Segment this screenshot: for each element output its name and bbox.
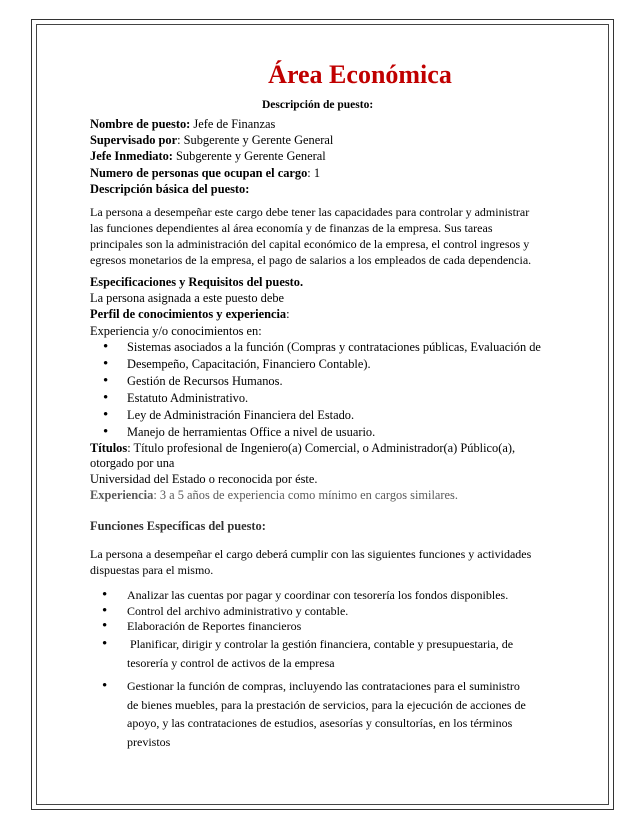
page-title: Área Económica — [268, 60, 452, 89]
document-body — [90, 58, 560, 751]
field-value: Subgerente y Gerente General — [172, 149, 326, 164]
list-item: • Sistemas asociados a la función (Compras y contrataciones públicas, Evaluación de — [90, 339, 560, 356]
list-item: • Manejo de herramientas Office a nivel de usuario. — [90, 424, 560, 441]
perfil-suffix: : — [286, 307, 290, 322]
titulos-label: Títulos — [90, 440, 128, 455]
list-item-text: previstos — [127, 734, 171, 749]
paragraph-line: La persona a desempeñar este cargo debe tener las capacidades para controlar y administrar — [90, 205, 530, 220]
experiencia-line — [90, 487, 560, 503]
field-label: Nombre de puesto: — [90, 117, 191, 131]
list-item — [90, 677, 560, 751]
list-item: • Desempeño, Capacitación, Financiero Contable). — [90, 356, 560, 373]
list-item-text: Control del archivo administrativo y contable. — [127, 603, 349, 618]
list-item: • Gestión de Recursos Humanos. — [90, 373, 560, 390]
conocimientos-list — [90, 339, 560, 441]
titulos-line — [90, 441, 560, 457]
field-label: Supervisado por — [90, 133, 178, 148]
list-item — [90, 588, 560, 604]
field-label: Jefe Inmediato: — [90, 149, 173, 164]
experiencia-label: Experiencia — [90, 488, 154, 503]
list-item — [90, 635, 560, 673]
especificaciones-heading: Especificaciones y Requisitos del puesto. — [90, 275, 304, 290]
field-descripcion-label: Descripción básica del puesto: — [90, 181, 250, 196]
field-supervisado — [90, 132, 560, 148]
field-numero — [90, 165, 560, 181]
list-item-text: Analizar las cuentas por pagar y coordinar con tesorería los fondos disponibles. — [127, 587, 509, 602]
experiencia-intro: Experiencia y/o conocimientos en: — [90, 323, 262, 338]
list-item: • Estatuto Administrativo. — [90, 390, 560, 407]
perfil-label: Perfil de conocimientos y experiencia — [90, 307, 287, 322]
paragraph-line: La persona a desempeñar el cargo deberá cumplir con las siguientes funciones y actividades — [90, 546, 532, 561]
field-value: : Subgerente y Gerente General — [177, 133, 334, 148]
list-item-text: • Planificar, dirigir y controlar la gestión financiera, contable y presupuestaria, de — [127, 637, 514, 652]
subtitle: Descripción de puesto: — [262, 99, 374, 111]
list-item-text: de bienes muebles, para la prestación de servicios, para la ejecución de acciones de — [127, 697, 526, 712]
funciones-heading: Funciones Específicas del puesto: — [90, 518, 266, 533]
list-item-text: tesorería y control de activos de la empresa — [127, 656, 335, 671]
descripcion-paragraph — [90, 204, 560, 268]
field-label: Numero de personas que ocupan el cargo — [90, 165, 308, 180]
list-item — [90, 604, 560, 620]
especificaciones-intro: La persona asignada a este puesto debe — [90, 291, 285, 306]
paragraph-line: dispuestas para el mismo. — [90, 563, 214, 578]
titulos-line: otorgado por una — [90, 456, 175, 471]
perfil-heading — [90, 306, 560, 322]
field-value: Jefe de Finanzas — [190, 117, 276, 131]
paragraph-line: principales son la administración del capital económico de la empresa, el control ingresos y — [90, 237, 530, 252]
list-item-text: • Gestionar la función de compras, incluyendo las contrataciones para el suministro — [127, 679, 520, 694]
list-item: • Ley de Administración Financiera del Estado. — [90, 407, 560, 424]
list-item — [90, 619, 560, 635]
titulos-block — [90, 441, 560, 488]
paragraph-line: las funciones dependientes al área economía y de finanzas de la empresa. Sus tareas — [90, 221, 493, 236]
titulos-value: : Título profesional de Ingeniero(a) Comercial, o Administrador(a) Público(a), — [127, 440, 516, 455]
field-nombre — [90, 116, 560, 132]
list-item-text: apoyo, y las contrataciones de estudios, asesorías y consultorías, en los términos — [127, 716, 513, 731]
paragraph-line: egresos monetarios de la empresa, el pago de salarios a los empleados de cada dependencia. — [90, 253, 532, 268]
titulos-line: Universidad del Estado o reconocida por éste. — [90, 471, 318, 486]
experiencia-value: : 3 a 5 años de experiencia como mínimo en cargos similares. — [153, 488, 458, 503]
list-item-text: Elaboración de Reportes financieros — [127, 619, 302, 634]
field-value: : 1 — [307, 165, 321, 180]
funciones-list — [90, 588, 560, 751]
funciones-intro — [90, 546, 560, 579]
field-jefe — [90, 148, 560, 164]
